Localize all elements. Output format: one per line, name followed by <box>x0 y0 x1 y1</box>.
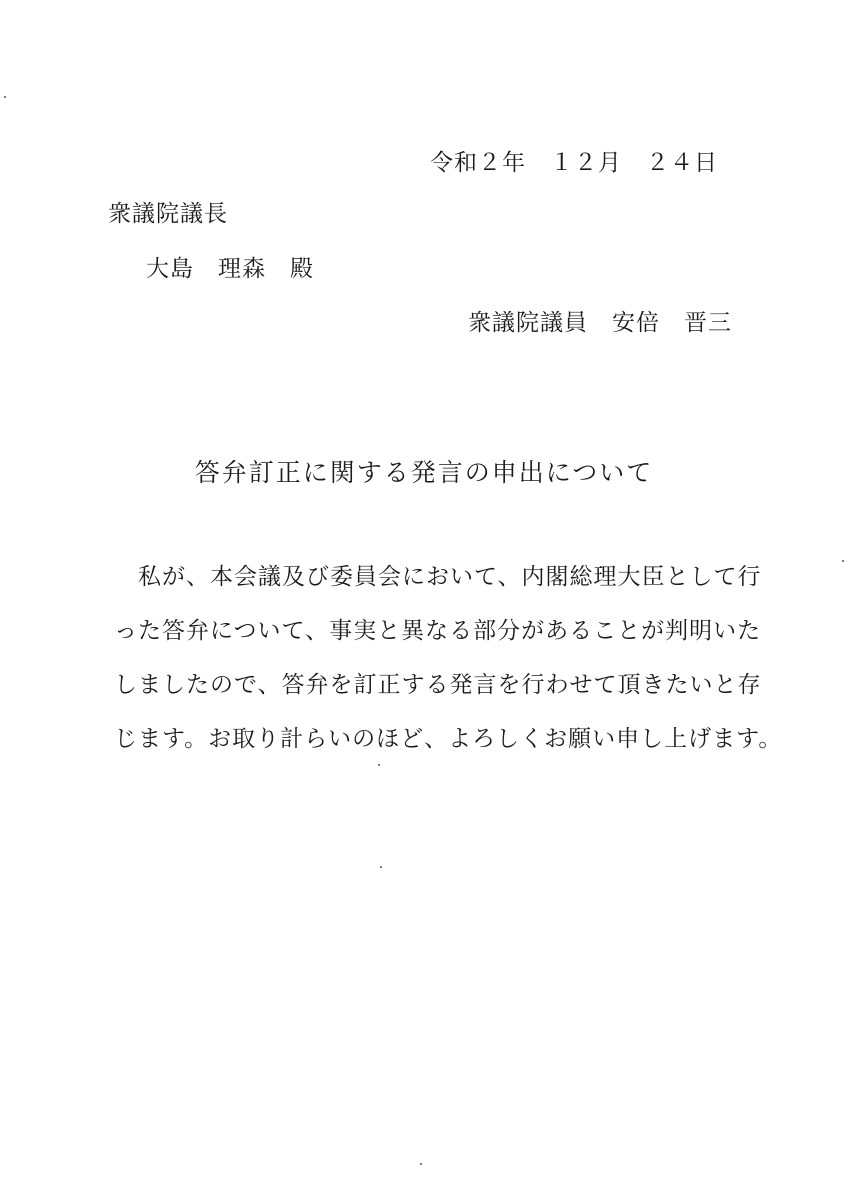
body-line: 私が、本会議及び委員会において、内閣総理大臣として行 <box>114 564 762 590</box>
document-subject: 答弁訂正に関する発言の申出について <box>194 458 654 487</box>
scan-speck <box>842 560 844 562</box>
body-line: じます。お取り計らいのほど、よろしくお願い申し上げます。 <box>114 726 783 752</box>
recipient-title: 衆議院議長 <box>108 201 228 227</box>
document-body <box>114 562 783 778</box>
body-line: しましたので、答弁を訂正する発言を行わせて頂きたいと存 <box>114 672 762 698</box>
scan-speck <box>378 764 380 766</box>
sender-line: 衆議院議員 安倍 晋三 <box>468 310 732 336</box>
document-date: 令和２年 １２月 ２４日 <box>430 150 718 176</box>
body-line: った答弁について、事実と異なる部分があることが判明いた <box>114 618 762 644</box>
scan-speck <box>4 96 6 98</box>
scan-speck <box>380 866 382 868</box>
recipient-name: 大島 理森 殿 <box>146 256 314 282</box>
scan-speck <box>420 1163 422 1165</box>
